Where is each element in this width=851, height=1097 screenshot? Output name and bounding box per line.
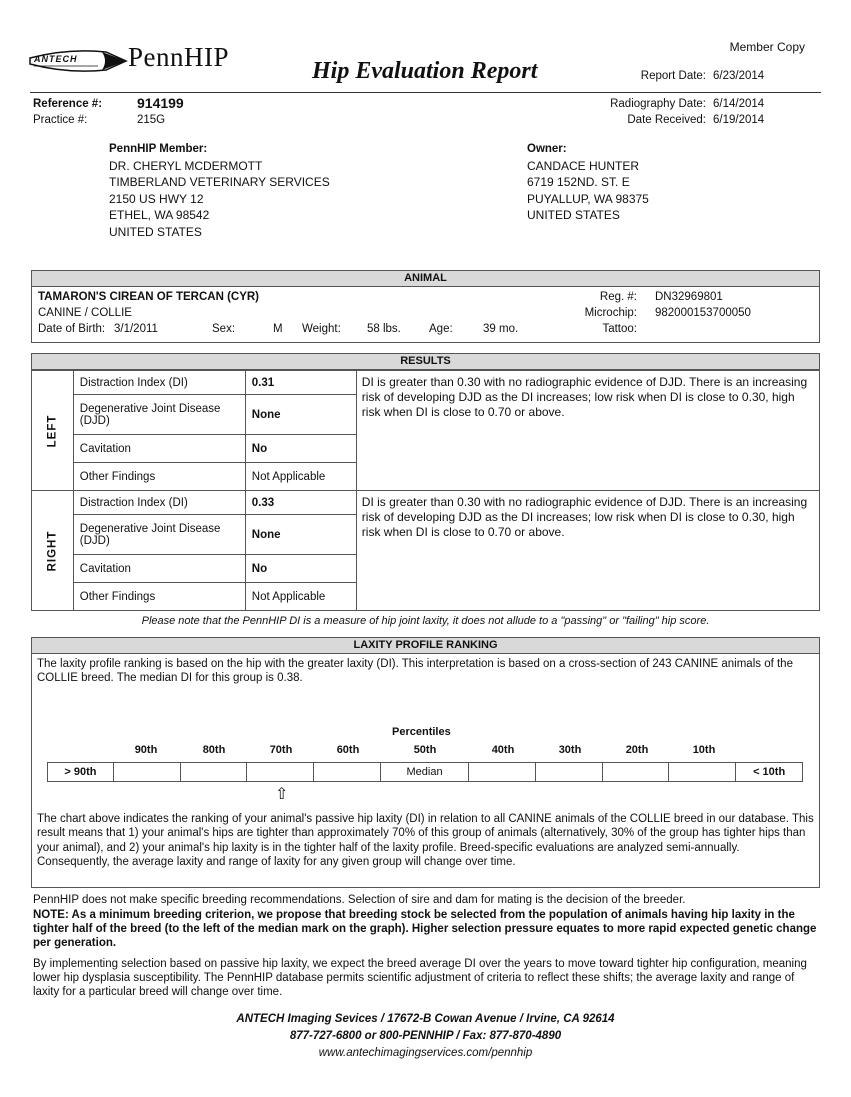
closing-paragraph-1: PennHIP does not make specific breeding recommendations. Selection of sire and dam for mating is the decision of the breeder. (33, 894, 686, 906)
footer-website: www.antechimagingservices.com/pennhip (318, 1047, 533, 1059)
percentile-header: 40th (491, 744, 515, 756)
result-value: 0.33 (245, 491, 356, 515)
result-value: 0.31 (245, 371, 356, 395)
age-value: 39 mo. (483, 323, 519, 335)
percentile-cell (603, 763, 670, 781)
radiography-date-value: 6/14/2014 (713, 98, 765, 110)
percentile-header: 80th (202, 744, 226, 756)
animal-box (31, 287, 820, 343)
reg-label: Reg. #: (599, 291, 637, 303)
result-label: Distraction Index (DI) (73, 371, 245, 395)
owner-address (527, 141, 649, 224)
result-value: No (245, 435, 356, 463)
member-line: 2150 US HWY 12 (109, 191, 204, 206)
age-label: Age: (429, 323, 453, 335)
logo-mark-text: ANTECH (34, 54, 78, 64)
member-line: TIMBERLAND VETERINARY SERVICES (109, 175, 330, 190)
results-table (31, 370, 820, 611)
owner-line: CANDACE HUNTER (527, 158, 640, 173)
result-label: Other Findings (73, 463, 245, 491)
laxity-explanation: The chart above indicates the ranking of your animal's passive hip laxity (DI) in relation to all CANINE animals of the COLLIE breed in our database. This result means that 1) your animal's hips are tighter than approximately 70% of this group of animals (alternatively, 30% of the group has tighter hips than your animal), and 2) your animal's hip laxity is in the tighter half of the laxity profile. Breed-specific evaluations are analyzed semi-annually. Consequently, the average laxity and range of laxity for any given group will change over time. (37, 813, 814, 869)
weight-label: Weight: (302, 323, 341, 335)
logo-text: PennHIP (128, 42, 230, 72)
tattoo-label: Tattoo: (602, 323, 637, 335)
percentile-header: 20th (625, 744, 649, 756)
percentile-bar (47, 762, 803, 782)
percentile-header: 70th (269, 744, 293, 756)
sex-value: M (273, 323, 283, 335)
owner-line: UNITED STATES (527, 208, 620, 223)
date-received-label: Date Received: (627, 114, 706, 126)
report-date-label: Report Date: (640, 70, 706, 82)
pennhip-logo (28, 42, 268, 82)
radiography-date-label: Radiography Date: (610, 98, 706, 110)
dob-value: 3/1/2011 (114, 323, 158, 335)
percentile-header: 10th (692, 744, 716, 756)
percentile-cell: > 90th (48, 763, 114, 781)
sex-label: Sex: (212, 323, 236, 335)
footer-address: ANTECH Imaging Sevices / 17672-B Cowan Avenue / Irvine, CA 92614 (236, 1013, 615, 1025)
animal-name: TAMARON'S CIREAN OF TERCAN (CYR) (38, 291, 260, 303)
right-side-label: RIGHT (32, 491, 74, 611)
left-interpretation: DI is greater than 0.30 with no radiographic evidence of DJD. There is an increasing risk of developing DJD as the DI increases; low risk when DI is close to 0.30, high risk when DI is close to 0.70 or above. (356, 371, 819, 491)
practice-value: 215G (137, 114, 166, 126)
left-side-label: LEFT (32, 371, 74, 491)
table-row (32, 491, 820, 515)
laxity-intro: The laxity profile ranking is based on the hip with the greater laxity (DI). This interpretation is based on a cross-section of 243 CANINE animals of the COLLIE breed. The median DI for this group is 0.38. (37, 658, 793, 685)
header-divider (30, 92, 821, 93)
dob-label: Date of Birth: (38, 323, 106, 335)
closing-note: NOTE: As a minimum breeding criterion, we propose that breeding stock be selected from the population of animals having hip laxity in the tighter half of the breed (to the left of the median mark on the graph). Higher selection pressure equates to more rapid expected genetic change per generation. (33, 909, 817, 950)
weight-value: 58 lbs. (367, 323, 401, 335)
percentiles-title: Percentiles (392, 726, 451, 738)
percentile-cell (536, 763, 603, 781)
member-line: UNITED STATES (109, 224, 202, 239)
right-interpretation: DI is greater than 0.30 with no radiographic evidence of DJD. There is an increasing risk of developing DJD as the DI increases; low risk when DI is close to 0.30, high risk when DI is close to 0.70 or above. (356, 491, 819, 611)
member-copy-label: Member Copy (729, 40, 805, 54)
report-date-value: 6/23/2014 (713, 70, 765, 82)
animal-species-breed: CANINE / COLLIE (38, 307, 132, 319)
animal-section-header: ANIMAL (31, 270, 820, 287)
closing-paragraph-2: By implementing selection based on passive hip laxity, we expect the breed average DI over the years to move toward tighter hip configuration, meaning lower hip dysplasia susceptibility. The PennHIP database permits scientific adjustment of criteria to reflect these shifts; the average laxity and range of laxity for a particular breed will change over time. (33, 958, 807, 999)
table-row (32, 371, 820, 395)
result-label: Degenerative Joint Disease (DJD) (73, 395, 245, 435)
result-value: Not Applicable (245, 583, 356, 611)
result-value: None (245, 515, 356, 555)
percentile-header: 60th (336, 744, 360, 756)
microchip-label: Microchip: (584, 307, 637, 319)
percentile-header: 50th (413, 744, 437, 756)
result-label: Cavitation (73, 555, 245, 583)
reference-label: Reference #: (33, 98, 103, 110)
member-line: ETHEL, WA 98542 (109, 208, 210, 223)
percentile-cell: < 10th (753, 766, 786, 778)
percentile-cell (669, 763, 736, 781)
percentile-marker-icon: ⇧ (275, 786, 289, 803)
owner-line: PUYALLUP, WA 98375 (527, 191, 649, 206)
percentile-header: 30th (558, 744, 582, 756)
result-label: Cavitation (73, 435, 245, 463)
report-title: Hip Evaluation Report (312, 58, 538, 84)
results-note: Please note that the PennHIP DI is a measure of hip joint laxity, it does not allude to a "passing" or "failing" hip score. (141, 615, 710, 627)
percentile-cell (181, 763, 248, 781)
reg-value: DN32969801 (655, 291, 723, 303)
percentile-cell (469, 763, 536, 781)
result-label: Degenerative Joint Disease (DJD) (73, 515, 245, 555)
reference-value: 914199 (137, 95, 184, 111)
member-label: PennHIP Member: (109, 143, 208, 155)
result-label: Other Findings (73, 583, 245, 611)
owner-line: 6719 152ND. ST. E (527, 175, 630, 190)
member-line: DR. CHERYL MCDERMOTT (109, 158, 263, 173)
microchip-value: 982000153700050 (655, 307, 751, 319)
percentile-cell (114, 763, 181, 781)
owner-label: Owner: (527, 143, 567, 155)
results-section-header: RESULTS (31, 353, 820, 370)
result-label: Distraction Index (DI) (73, 491, 245, 515)
laxity-section-header: LAXITY PROFILE RANKING (31, 637, 820, 654)
percentile-cell: Median (381, 763, 469, 781)
footer-phone: 877-727-6800 or 800-PENNHIP / Fax: 877-870-4890 (289, 1030, 562, 1042)
percentile-cell (247, 763, 314, 781)
practice-label: Practice #: (33, 114, 88, 126)
result-value: No (245, 555, 356, 583)
result-value: None (245, 395, 356, 435)
result-value: Not Applicable (245, 463, 356, 491)
date-received-value: 6/19/2014 (713, 114, 765, 126)
percentile-cell (314, 763, 381, 781)
percentile-header: 90th (134, 744, 158, 756)
member-address (109, 141, 330, 241)
